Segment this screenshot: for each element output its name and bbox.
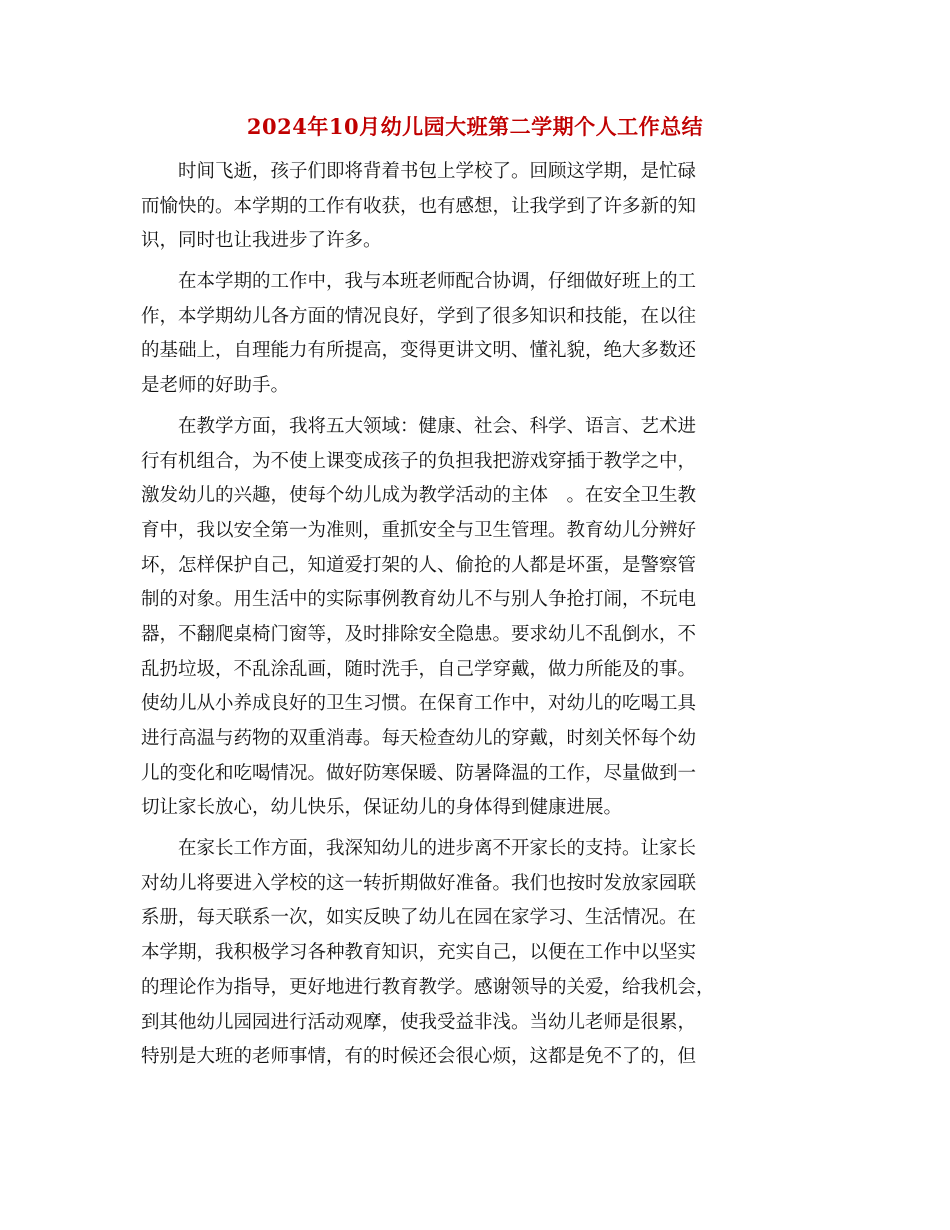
text-line: 坏，怎样保护自己，知道爱打架的人、偷抢的人都是坏蛋，是警察管 [141,554,697,576]
text-line: 特别是大班的老师事情，有的时候还会很心烦，这都是免不了的，但 [141,1046,697,1068]
document-body [141,155,805,1081]
paragraph [141,155,805,259]
text-line: 使幼儿从小养成良好的卫生习惯。在保育工作中，对幼儿的吃喝工具 [141,693,697,715]
document-title: 2024年10月幼儿园大班第二学期个人工作总结 [246,114,704,139]
text-line: 在本学期的工作中，我与本班老师配合协调，仔细做好班上的工 [141,271,697,293]
paragraph [141,832,805,1075]
text-line: 的理论作为指导，更好地进行教育教学。感谢领导的关爱，给我机会， [141,976,715,998]
paragraph [141,265,805,404]
text-line: 器，不翻爬桌椅门窗等，及时排除安全隐患。要求幼儿不乱倒水，不 [141,623,697,645]
text-line: 作，本学期幼儿各方面的情况良好，学到了很多知识和技能，在以往 [141,305,697,327]
text-line: 系册，每天联系一次，如实反映了幼儿在园在家学习、生活情况。在 [141,907,697,929]
text-line: 进行高温与药物的双重消毒。每天检查幼儿的穿戴，时刻关怀每个幼 [141,728,697,749]
paragraph [141,410,805,826]
text-line: 的基础上，自理能力有所提高，变得更讲文明、懂礼貌，绝大多数还 [141,340,697,362]
text-line: 儿的变化和吃喝情况。做好防寒保暖、防暑降温的工作，尽量做到一 [141,762,697,784]
text-line: 识，同时也让我进步了许多。 [141,230,382,252]
text-line: 到其他幼儿园园进行活动观摩，使我受益非浅。当幼儿老师是很累， [141,1011,697,1033]
text-line: 对幼儿将要进入学校的这一转折期做好准备。我们也按时发放家园联 [141,872,697,894]
text-line: 在教学方面，我将五大领域：健康、社会、科学、语言、艺术进 [141,415,697,437]
text-line: 本学期，我积极学习各种教育知识，充实自己，以便在工作中以坚实 [141,942,697,964]
text-line: 制的对象。用生活中的实际事例教育幼儿不与别人争抢打闹，不玩电 [141,589,697,611]
text-line: 在家长工作方面，我深知幼儿的进步离不开家长的支持。让家长 [141,838,697,860]
text-line: 时间飞逝，孩子们即将背着书包上学校了。回顾这学期，是忙碌 [141,161,697,182]
text-line: 行有机组合，为不使上课变成孩子的负担我把游戏穿插于教学之中， [141,450,697,472]
text-line: 切让家长放心，幼儿快乐，保证幼儿的身体得到健康进展。 [141,797,623,819]
text-line: 育中，我以安全第一为准则，重抓安全与卫生管理。教育幼儿分辨好 [141,519,697,541]
text-line: 而愉快的。本学期的工作有收获，也有感想，让我学到了许多新的知 [141,195,697,217]
text-line: 是老师的好助手。 [141,375,290,397]
text-line: 激发幼儿的兴趣，使每个幼儿成为教学活动的主体 。在安全卫生教 [141,485,697,507]
text-line: 乱扔垃圾，不乱涂乱画，随时洗手，自己学穿戴，做力所能及的事。 [141,658,697,680]
